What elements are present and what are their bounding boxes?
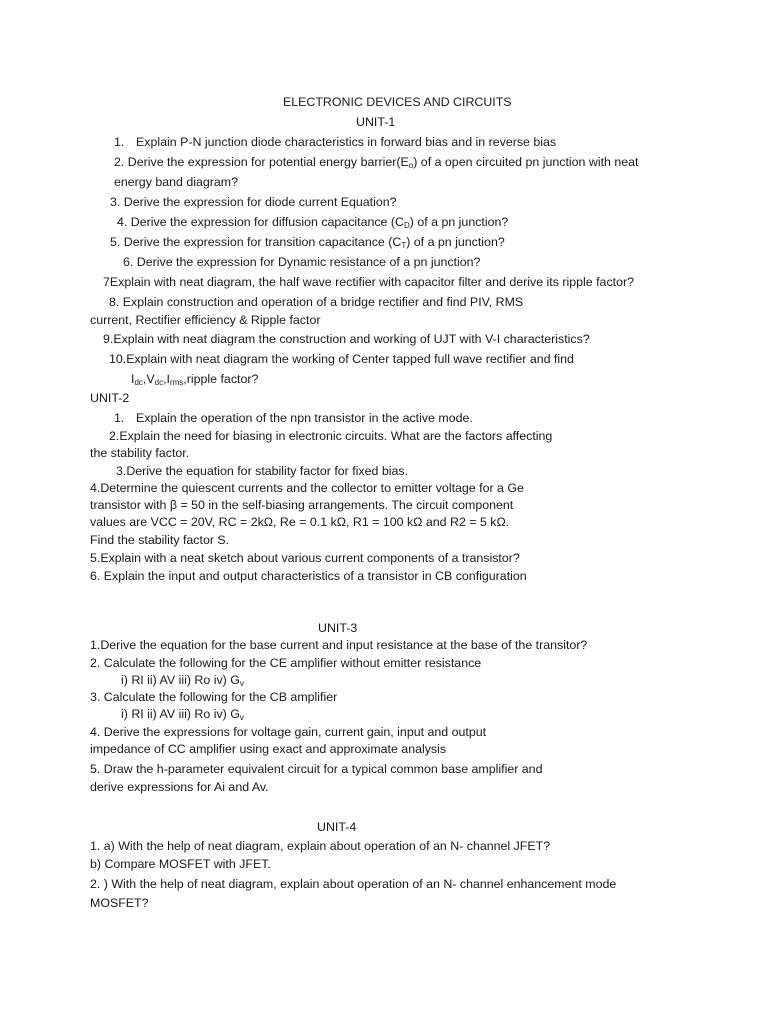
subscript: D [403, 221, 410, 230]
question-text: 4. Derive the expression for diffusion capacitance (C [117, 215, 404, 229]
unit-2-question-4-line-3: values are VCC = 20V, RC = 2kΩ, Re = 0.1 kΩ, R1 = 100 kΩ and R2 = 5 kΩ. [90, 515, 510, 529]
unit-1-question-10: 10.Explain with neat diagram the working of Center tapped full wave rectifier and find [109, 352, 574, 366]
question-text: 2. Derive the expression for potential energy barrier(E [114, 155, 409, 169]
symbol: ,V [142, 372, 155, 386]
question-number: 1. [114, 411, 125, 425]
unit-1-question-1 [114, 136, 556, 148]
unit-1-question-10-continuation [131, 373, 258, 385]
subscript: v [239, 713, 244, 722]
unit-3-question-4: 4. Derive the expressions for voltage gain, current gain, input and output [90, 725, 487, 739]
unit-4-question-2: 2. ) With the help of neat diagram, explain about operation of an N- channel enhancement mode [90, 877, 617, 891]
unit-3-question-5-continuation: derive expressions for Ai and Av. [90, 780, 269, 794]
unit-3-heading: UNIT-3 [318, 621, 358, 635]
subscript: rms [169, 378, 184, 387]
symbol: ,I [163, 372, 170, 386]
subscript: o [408, 161, 414, 170]
question-number: 1. [114, 135, 125, 149]
question-text: Explain the operation of the npn transistor in the active mode. [136, 411, 473, 425]
question-text: ) of a pn junction? [409, 215, 509, 229]
unit-4-question-1a: 1. a) With the help of neat diagram, explain about operation of an N- channel JFET? [90, 839, 551, 853]
subscript: dc [154, 378, 164, 387]
question-text: i) RI ii) AV iii) Ro iv) G [121, 673, 240, 687]
question-text: ) of a pn junction? [406, 235, 505, 249]
unit-3-question-5: 5. Draw the h-parameter equivalent circuit for a typical common base amplifier and [90, 762, 543, 776]
unit-3-question-1: 1.Derive the equation for the base current and input resistance at the base of the transitor? [90, 638, 588, 652]
subscript: v [239, 679, 244, 688]
unit-1-question-2-continuation: energy band diagram? [114, 175, 238, 189]
question-text: 5. Derive the expression for transition capacitance (C [110, 235, 402, 249]
unit-2-question-2: 2.Explain the need for biasing in electronic circuits. What are the factors affecting [109, 429, 553, 443]
unit-2-question-3: 3.Derive the equation for stability factor for fixed bias. [116, 464, 409, 478]
unit-3-question-3-options [121, 708, 244, 720]
question-text: Explain P-N junction diode characteristics in forward bias and in reverse bias [136, 135, 557, 149]
unit-4-question-2-continuation: MOSFET? [90, 896, 149, 910]
unit-1-question-3: 3. Derive the expression for diode current Equation? [110, 195, 397, 209]
unit-1-heading: UNIT-1 [356, 115, 396, 129]
unit-3-question-4-continuation: impedance of CC amplifier using exact and approximate analysis [90, 742, 447, 756]
unit-2-question-1 [114, 412, 473, 424]
unit-3-question-2-options [121, 674, 244, 686]
unit-1-question-7: 7Explain with neat diagram, the half wave rectifier with capacitor filter and derive its ripple factor? [103, 275, 634, 289]
question-text: ,ripple factor? [183, 372, 259, 386]
unit-2-question-4-line-2: transistor with β = 50 in the self-biasing arrangements. The circuit component [90, 498, 514, 512]
unit-2-question-5: 5.Explain with a neat sketch about various current components of a transistor? [90, 551, 520, 565]
unit-3-question-3: 3. Calculate the following for the CB amplifier [90, 690, 338, 704]
unit-1-question-2 [114, 156, 638, 168]
unit-4-heading: UNIT-4 [317, 820, 357, 834]
unit-4-question-1b: b) Compare MOSFET with JFET. [90, 857, 271, 871]
subscript: dc [134, 378, 143, 387]
unit-2-question-2-continuation: the stability factor. [90, 446, 190, 460]
unit-2-question-4: 4.Determine the quiescent currents and the collector to emitter voltage for a Ge [90, 481, 524, 495]
subscript: T [401, 241, 407, 250]
unit-1-question-9: 9.Explain with neat diagram the construction and working of UJT with V-I characteristics? [103, 332, 590, 346]
unit-1-question-4 [117, 216, 508, 228]
unit-1-question-6: 6. Derive the expression for Dynamic resistance of a pn junction? [123, 255, 481, 269]
document-title: ELECTRONIC DEVICES AND CIRCUITS [283, 95, 512, 109]
question-text: ) of a open circuited pn junction with neat [413, 155, 639, 169]
unit-3-question-2: 2. Calculate the following for the CE amplifier without emitter resistance [90, 656, 482, 670]
unit-1-question-5 [110, 236, 505, 248]
symbol: I [131, 372, 135, 386]
unit-2-question-6: 6. Explain the input and output characteristics of a transistor in CB configuration [90, 569, 527, 583]
question-text: i) RI ii) AV iii) Ro iv) G [121, 707, 240, 721]
unit-1-question-8: 8. Explain construction and operation of a bridge rectifier and find PIV, RMS [109, 295, 524, 309]
unit-2-heading: UNIT-2 [90, 391, 130, 405]
unit-1-question-8-continuation: current, Rectifier efficiency & Ripple factor [90, 313, 321, 327]
unit-2-question-4-line-4: Find the stability factor S. [90, 533, 230, 547]
